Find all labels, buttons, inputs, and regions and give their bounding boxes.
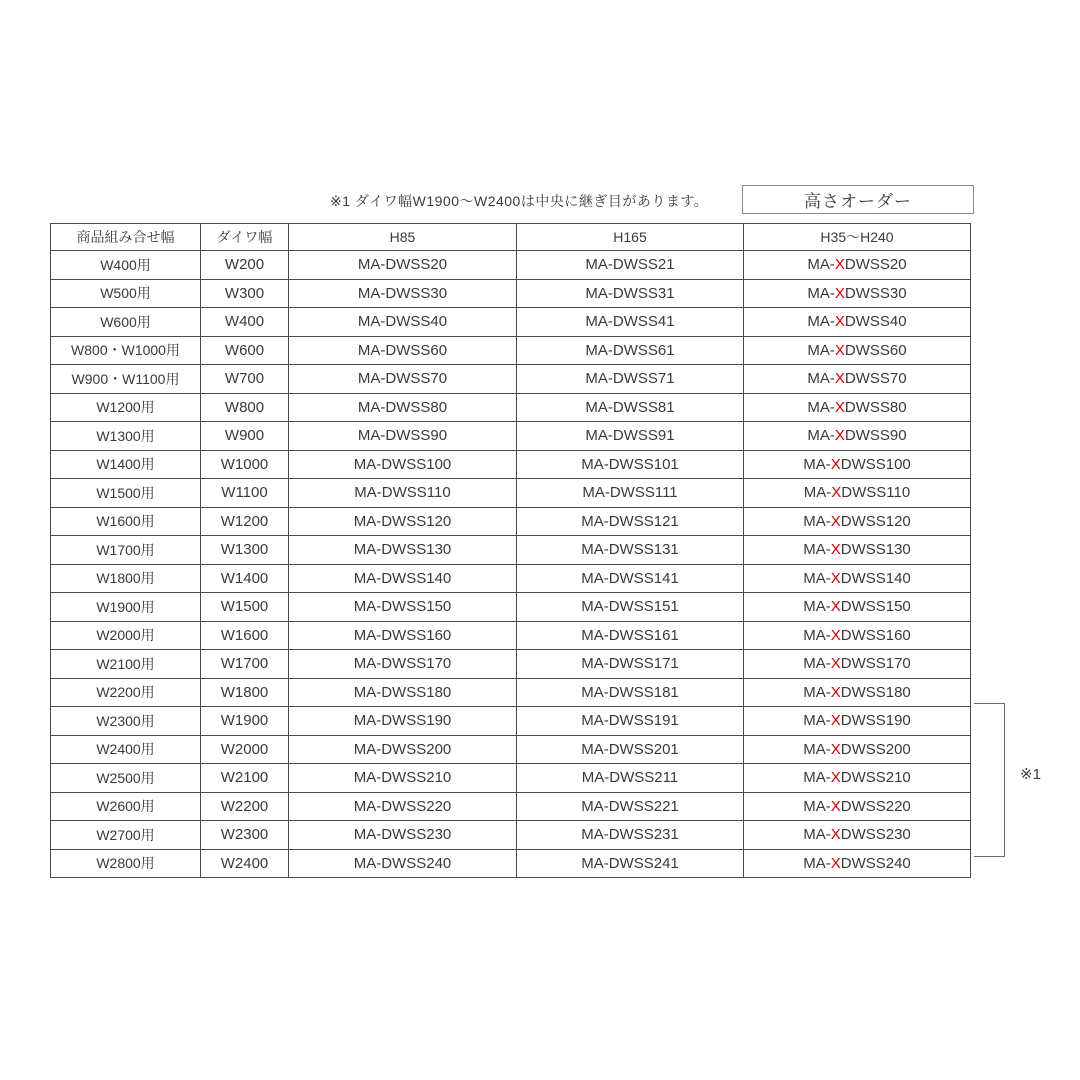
h165-code-cell: MA-DWSS91 (517, 422, 744, 451)
order-code-x-highlight: X (830, 455, 841, 473)
combo-width-cell: W1700用 (51, 536, 201, 565)
h165-code-cell: MA-DWSS151 (517, 593, 744, 622)
order-code-prefix: MA- (807, 313, 835, 331)
order-code-x-highlight: X (834, 427, 845, 445)
daiwa-width-cell: W200 (201, 251, 289, 280)
order-code-x-highlight: X (834, 284, 845, 302)
order-code-cell (744, 764, 971, 793)
header-h165: H165 (517, 224, 744, 251)
table-row (51, 650, 971, 679)
order-code-prefix: MA- (803, 655, 831, 673)
order-code-prefix: MA- (803, 797, 831, 815)
daiwa-width-cell: W1600 (201, 621, 289, 650)
order-code-cell (744, 564, 971, 593)
order-code-suffix: DWSS120 (840, 512, 911, 530)
table-row (51, 308, 971, 337)
order-code-suffix: DWSS130 (840, 541, 911, 559)
h165-code-cell: MA-DWSS201 (517, 735, 744, 764)
daiwa-width-cell: W2400 (201, 849, 289, 878)
order-code-suffix: DWSS110 (841, 484, 911, 502)
h165-code-cell: MA-DWSS111 (517, 479, 744, 508)
h85-code-cell: MA-DWSS180 (289, 678, 517, 707)
order-code-x-highlight: X (834, 256, 845, 274)
table-row (51, 849, 971, 878)
order-code-prefix: MA- (803, 455, 831, 473)
table-row (51, 251, 971, 280)
h85-code-cell: MA-DWSS110 (289, 479, 517, 508)
combo-width-cell: W900・W1100用 (51, 365, 201, 394)
order-code-prefix: MA- (803, 626, 831, 644)
h165-code-cell: MA-DWSS191 (517, 707, 744, 736)
order-code-cell (744, 707, 971, 736)
h85-code-cell: MA-DWSS30 (289, 279, 517, 308)
footnote-bracket-label: ※1 (1020, 766, 1041, 783)
order-code-cell (744, 479, 971, 508)
order-code-x-highlight: X (830, 683, 841, 701)
h85-code-cell: MA-DWSS230 (289, 821, 517, 850)
table-row (51, 707, 971, 736)
order-code-prefix: MA- (803, 512, 831, 530)
order-code-suffix: DWSS150 (840, 598, 911, 616)
h85-code-cell: MA-DWSS70 (289, 365, 517, 394)
order-code-suffix: DWSS170 (840, 655, 911, 673)
h85-code-cell: MA-DWSS150 (289, 593, 517, 622)
combo-width-cell: W2300用 (51, 707, 201, 736)
order-code-cell (744, 507, 971, 536)
table-body (51, 251, 971, 878)
order-code-x-highlight: X (830, 854, 841, 872)
order-code-prefix: MA- (803, 854, 831, 872)
header-height-range: H35～H240 (744, 224, 971, 251)
order-code-suffix: DWSS210 (840, 769, 911, 787)
table-row (51, 564, 971, 593)
h165-code-cell: MA-DWSS61 (517, 336, 744, 365)
daiwa-width-cell: W800 (201, 393, 289, 422)
order-code-cell (744, 536, 971, 565)
table-row (51, 536, 971, 565)
order-code-cell (744, 393, 971, 422)
order-code-prefix: MA- (803, 740, 831, 758)
h165-code-cell: MA-DWSS31 (517, 279, 744, 308)
h85-code-cell: MA-DWSS60 (289, 336, 517, 365)
table-row (51, 593, 971, 622)
table-row (51, 621, 971, 650)
combo-width-cell: W1300用 (51, 422, 201, 451)
combo-width-cell: W800・W1000用 (51, 336, 201, 365)
order-code-x-highlight: X (830, 712, 841, 730)
h85-code-cell: MA-DWSS140 (289, 564, 517, 593)
order-code-x-highlight: X (830, 569, 841, 587)
h165-code-cell: MA-DWSS81 (517, 393, 744, 422)
h85-code-cell: MA-DWSS20 (289, 251, 517, 280)
order-code-cell (744, 735, 971, 764)
order-code-cell (744, 650, 971, 679)
h165-code-cell: MA-DWSS141 (517, 564, 744, 593)
order-code-prefix: MA- (803, 569, 831, 587)
daiwa-width-cell: W1900 (201, 707, 289, 736)
order-code-suffix: DWSS40 (844, 313, 907, 331)
h85-code-cell: MA-DWSS100 (289, 450, 517, 479)
order-code-suffix: DWSS60 (844, 341, 907, 359)
h165-code-cell: MA-DWSS241 (517, 849, 744, 878)
table-row (51, 393, 971, 422)
order-code-prefix: MA- (807, 370, 835, 388)
order-code-suffix: DWSS190 (840, 712, 911, 730)
order-code-suffix: DWSS240 (840, 854, 911, 872)
order-code-prefix: MA- (807, 256, 835, 274)
height-order-box (742, 185, 974, 214)
daiwa-width-cell: W1200 (201, 507, 289, 536)
order-code-prefix: MA- (807, 284, 835, 302)
order-code-cell (744, 336, 971, 365)
order-code-x-highlight: X (834, 313, 845, 331)
order-code-x-highlight: X (830, 797, 841, 815)
combo-width-cell: W2600用 (51, 792, 201, 821)
h85-code-cell: MA-DWSS90 (289, 422, 517, 451)
daiwa-width-cell: W400 (201, 308, 289, 337)
footnote-note-text: ※1 ダイワ幅W1900～W2400は中央に継ぎ目があります。 (330, 193, 709, 209)
combo-width-cell: W2700用 (51, 821, 201, 850)
h165-code-cell: MA-DWSS171 (517, 650, 744, 679)
h165-code-cell: MA-DWSS131 (517, 536, 744, 565)
h165-code-cell: MA-DWSS221 (517, 792, 744, 821)
table-row (51, 336, 971, 365)
table-row (51, 279, 971, 308)
daiwa-width-cell: W700 (201, 365, 289, 394)
order-code-x-highlight: X (830, 541, 841, 559)
combo-width-cell: W2800用 (51, 849, 201, 878)
daiwa-width-cell: W2200 (201, 792, 289, 821)
order-code-prefix: MA- (807, 398, 835, 416)
daiwa-width-cell: W1500 (201, 593, 289, 622)
h165-code-cell: MA-DWSS41 (517, 308, 744, 337)
h85-code-cell: MA-DWSS240 (289, 849, 517, 878)
header-h85: H85 (289, 224, 517, 251)
order-code-x-highlight: X (834, 341, 845, 359)
combo-width-cell: W1800用 (51, 564, 201, 593)
h85-code-cell: MA-DWSS40 (289, 308, 517, 337)
order-code-prefix: MA- (803, 598, 831, 616)
combo-width-cell: W1400用 (51, 450, 201, 479)
order-code-cell (744, 678, 971, 707)
h85-code-cell: MA-DWSS170 (289, 650, 517, 679)
h85-code-cell: MA-DWSS190 (289, 707, 517, 736)
combo-width-cell: W2200用 (51, 678, 201, 707)
daiwa-width-cell: W1400 (201, 564, 289, 593)
h165-code-cell: MA-DWSS101 (517, 450, 744, 479)
daiwa-width-cell: W900 (201, 422, 289, 451)
combo-width-cell: W1200用 (51, 393, 201, 422)
h165-code-cell: MA-DWSS181 (517, 678, 744, 707)
order-code-prefix: MA- (803, 484, 832, 502)
h85-code-cell: MA-DWSS200 (289, 735, 517, 764)
h85-code-cell: MA-DWSS80 (289, 393, 517, 422)
order-code-suffix: DWSS230 (840, 826, 911, 844)
product-spec-table (50, 223, 971, 878)
order-code-suffix: DWSS20 (844, 256, 907, 274)
combo-width-cell: W2100用 (51, 650, 201, 679)
order-code-suffix: DWSS90 (844, 427, 907, 445)
order-code-cell (744, 279, 971, 308)
combo-width-cell: W2000用 (51, 621, 201, 650)
order-code-cell (744, 251, 971, 280)
table-row (51, 422, 971, 451)
order-code-x-highlight: X (830, 626, 841, 644)
h85-code-cell: MA-DWSS130 (289, 536, 517, 565)
combo-width-cell: W2400用 (51, 735, 201, 764)
daiwa-width-cell: W1000 (201, 450, 289, 479)
combo-width-cell: W1500用 (51, 479, 201, 508)
table-row (51, 678, 971, 707)
order-code-cell (744, 593, 971, 622)
order-code-prefix: MA- (807, 341, 835, 359)
order-code-suffix: DWSS200 (840, 740, 911, 758)
order-code-x-highlight: X (830, 598, 841, 616)
order-code-x-highlight: X (830, 740, 841, 758)
order-code-cell (744, 849, 971, 878)
order-code-cell (744, 621, 971, 650)
order-code-cell (744, 450, 971, 479)
daiwa-width-cell: W2100 (201, 764, 289, 793)
order-code-prefix: MA- (803, 712, 831, 730)
daiwa-width-cell: W1700 (201, 650, 289, 679)
h85-code-cell: MA-DWSS220 (289, 792, 517, 821)
order-code-cell (744, 821, 971, 850)
table-row (51, 507, 971, 536)
order-code-suffix: DWSS140 (840, 569, 911, 587)
order-code-suffix: DWSS100 (840, 455, 911, 473)
order-code-x-highlight: X (830, 512, 841, 530)
order-code-cell (744, 422, 971, 451)
order-code-x-highlight: X (830, 655, 841, 673)
daiwa-width-cell: W2300 (201, 821, 289, 850)
order-code-x-highlight: X (831, 484, 842, 502)
h165-code-cell: MA-DWSS71 (517, 365, 744, 394)
order-code-prefix: MA- (803, 826, 831, 844)
order-code-suffix: DWSS220 (840, 797, 911, 815)
h85-code-cell: MA-DWSS210 (289, 764, 517, 793)
order-code-prefix: MA- (803, 769, 831, 787)
order-code-prefix: MA- (807, 427, 835, 445)
order-code-prefix: MA- (803, 683, 831, 701)
table-header-row (51, 224, 971, 251)
combo-width-cell: W500用 (51, 279, 201, 308)
order-code-cell (744, 792, 971, 821)
h165-code-cell: MA-DWSS211 (517, 764, 744, 793)
h165-code-cell: MA-DWSS21 (517, 251, 744, 280)
combo-width-cell: W1900用 (51, 593, 201, 622)
daiwa-width-cell: W1100 (201, 479, 289, 508)
footnote-bracket (974, 703, 1005, 857)
h85-code-cell: MA-DWSS120 (289, 507, 517, 536)
order-code-x-highlight: X (834, 370, 845, 388)
order-code-suffix: DWSS180 (840, 683, 911, 701)
table-row (51, 735, 971, 764)
daiwa-width-cell: W1300 (201, 536, 289, 565)
order-code-x-highlight: X (830, 826, 841, 844)
table-row (51, 821, 971, 850)
order-code-suffix: DWSS160 (840, 626, 911, 644)
order-code-suffix: DWSS70 (844, 370, 907, 388)
order-code-x-highlight: X (834, 398, 845, 416)
order-code-prefix: MA- (803, 541, 831, 559)
table-row (51, 479, 971, 508)
order-code-x-highlight: X (830, 769, 841, 787)
header-combo-width: 商品組み合せ幅 (51, 224, 201, 251)
h165-code-cell: MA-DWSS161 (517, 621, 744, 650)
height-order-label: 高さオーダー (804, 192, 912, 211)
order-code-suffix: DWSS80 (844, 398, 907, 416)
table-row (51, 365, 971, 394)
daiwa-width-cell: W600 (201, 336, 289, 365)
h85-code-cell: MA-DWSS160 (289, 621, 517, 650)
daiwa-width-cell: W300 (201, 279, 289, 308)
combo-width-cell: W400用 (51, 251, 201, 280)
table-row (51, 792, 971, 821)
order-code-cell (744, 365, 971, 394)
daiwa-width-cell: W2000 (201, 735, 289, 764)
combo-width-cell: W1600用 (51, 507, 201, 536)
combo-width-cell: W2500用 (51, 764, 201, 793)
h165-code-cell: MA-DWSS121 (517, 507, 744, 536)
combo-width-cell: W600用 (51, 308, 201, 337)
daiwa-width-cell: W1800 (201, 678, 289, 707)
table-row (51, 450, 971, 479)
table-row (51, 764, 971, 793)
header-daiwa-width: ダイワ幅 (201, 224, 289, 251)
order-code-suffix: DWSS30 (844, 284, 907, 302)
order-code-cell (744, 308, 971, 337)
h165-code-cell: MA-DWSS231 (517, 821, 744, 850)
